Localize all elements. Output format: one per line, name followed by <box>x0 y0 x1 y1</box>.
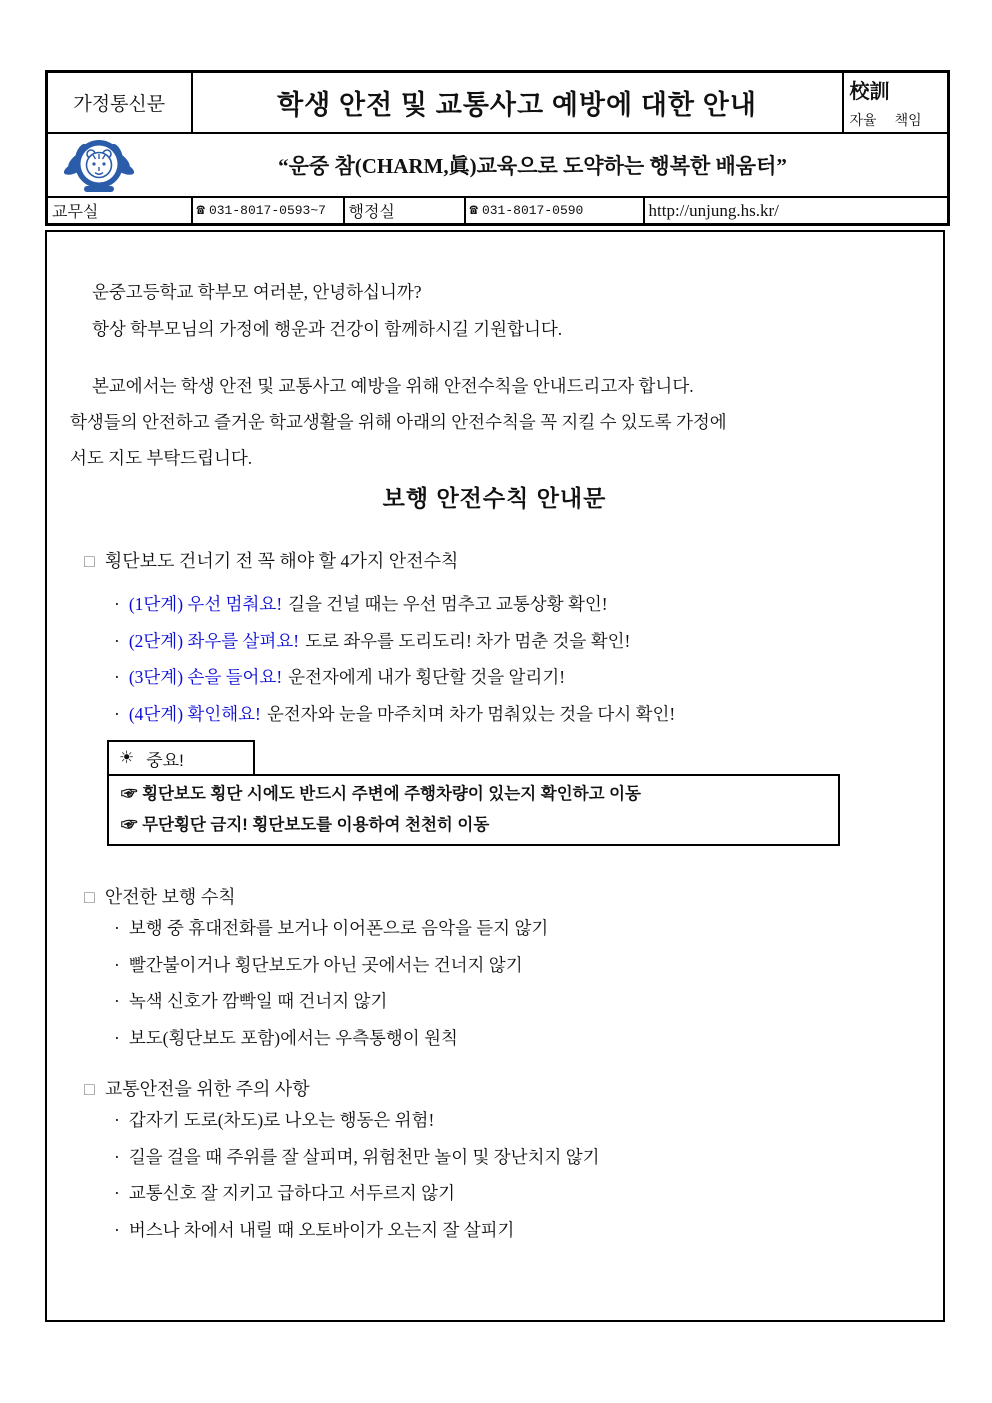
banner-cell <box>47 133 949 197</box>
walk-rule-2 <box>114 947 919 984</box>
caution-rule-2-text: 길을 걸을 때 주위를 잘 살피며, 위험천만 놀이 및 장난치지 않기 <box>128 1146 600 1167</box>
section2-heading <box>84 884 919 910</box>
bullet-icon: · <box>114 1146 120 1167</box>
important-tab <box>107 740 255 774</box>
checkbox-icon: □ <box>84 887 95 907</box>
motto-value-2: 책임 <box>894 114 922 129</box>
caution-rule-2 <box>114 1139 919 1176</box>
step2-highlight: (2단계) 좌우를 살펴요! <box>128 630 300 651</box>
bullet-icon: · <box>114 1110 120 1130</box>
bullet-icon: · <box>114 594 120 614</box>
office1-label: 교무실 <box>47 197 192 225</box>
office1-phone <box>192 197 344 225</box>
section2-items <box>70 910 919 1056</box>
step-item-1 <box>114 586 919 623</box>
bullet-icon: · <box>114 918 120 938</box>
important-line-1: ☞ 횡단보도 횡단 시에도 반드시 주변에 주행차량이 있는지 확인하고 이동 <box>121 785 641 803</box>
intro-line-2: 학생들의 안전하고 즐거운 학교생활을 위해 아래의 안전수칙을 꼭 지킬 수 있도록 가정에 <box>70 412 727 432</box>
caution-rule-3 <box>114 1175 919 1212</box>
step3-highlight: (3단계) 손을 들어요! <box>128 667 283 687</box>
intro-line-3: 서도 지도 부탁드립니다. <box>70 448 253 468</box>
bullet-icon: · <box>114 1027 120 1048</box>
caution-rule-4-text: 버스나 차에서 내릴 때 오토바이가 오는지 잘 살피기 <box>128 1219 515 1240</box>
bullet-icon: · <box>114 630 120 651</box>
section1-items <box>70 586 919 732</box>
step-item-2 <box>114 623 919 660</box>
school-motto-cell <box>843 72 949 134</box>
section3-heading-text: 교통안전을 위한 주의 사항 <box>104 1079 310 1099</box>
caution-rule-3-text: 교통신호 잘 지키고 급하다고 서두르지 않기 <box>128 1183 455 1203</box>
bullet-icon: · <box>114 1183 120 1203</box>
greeting-line-2: 항상 학부모님의 가정에 행운과 건강이 함께하시길 기원합니다. <box>92 319 563 339</box>
walk-rule-1-text: 보행 중 휴대전화를 보거나 이어폰으로 음악을 듣지 않기 <box>128 918 549 938</box>
caution-rule-1-text: 갑자기 도로(차도)로 나오는 행동은 위험! <box>128 1110 435 1130</box>
step-item-4 <box>114 696 919 733</box>
intro-line-1: 본교에서는 학생 안전 및 교통사고 예방을 위해 안전수칙을 안내드리고자 합니다. <box>92 376 694 396</box>
office2-label: 행정실 <box>344 197 465 225</box>
important-box <box>107 774 840 846</box>
phone-icon: ☎ <box>196 203 205 219</box>
page-title: 학생 안전 및 교통사고 예방에 대한 안내 <box>192 72 843 134</box>
important-tab-label: 중요! <box>146 750 184 770</box>
checkbox-icon: □ <box>84 1079 95 1099</box>
bullet-icon: · <box>114 991 120 1011</box>
section1-heading-text: 횡단보도 건너기 전 꼭 해야 할 4가지 안전수칙 <box>104 551 459 571</box>
office1-phone-number: 031-8017-0593~7 <box>208 203 326 218</box>
walk-rule-3 <box>114 983 919 1020</box>
phone-icon: ☎ <box>469 203 478 219</box>
office2-phone-number: 031-8017-0590 <box>481 203 584 218</box>
school-slogan: “운중 참(CHARM,眞)교육으로 도약하는 행복한 배움터” <box>278 154 787 178</box>
office2-phone <box>465 197 644 225</box>
step1-highlight: (1단계) 우선 멈춰요! <box>128 594 283 614</box>
step-item-3 <box>114 659 919 696</box>
section2-heading-text: 안전한 보행 수칙 <box>104 887 236 907</box>
important-line-2: ☞ 무단횡단 금지! 횡단보도를 이용하여 천천히 이동 <box>121 816 490 834</box>
section3-heading <box>84 1076 919 1102</box>
step2-desc: 도로 좌우를 도리도리! 차가 멈춘 것을 확인! <box>305 630 631 651</box>
walk-rule-4-text: 보도(횡단보도 포함)에서는 우측통행이 원칙 <box>128 1027 458 1048</box>
greeting-line-1: 운중고등학교 학부모 여러분, 안녕하십니까? <box>92 282 422 302</box>
section3-items <box>70 1102 919 1248</box>
step4-highlight: (4단계) 확인해요! <box>128 703 261 724</box>
motto-label: 校訓 <box>849 81 890 103</box>
letter-body-box <box>45 230 945 1322</box>
motto-value-1: 자율 <box>849 114 877 129</box>
step1-desc: 길을 건널 때는 우선 멈추고 교통상황 확인! <box>288 594 608 614</box>
sun-icon: ☀ <box>119 748 135 767</box>
notice-title: 보행 안전수칙 안내문 <box>382 485 607 511</box>
school-logo-icon <box>64 138 134 194</box>
checkbox-icon: □ <box>84 551 95 571</box>
step4-desc: 운전자와 눈을 마주치며 차가 멈춰있는 것을 다시 확인! <box>266 703 676 724</box>
doc-type-label: 가정통신문 <box>47 72 192 134</box>
caution-rule-4 <box>114 1212 919 1249</box>
walk-rule-2-text: 빨간불이거나 횡단보도가 아닌 곳에서는 건너지 않기 <box>128 954 523 975</box>
bullet-icon: · <box>114 954 120 975</box>
intro-paragraph <box>70 368 919 476</box>
bullet-icon: · <box>114 667 120 687</box>
header-table <box>45 70 950 226</box>
caution-rule-1 <box>114 1102 919 1139</box>
step3-desc: 운전자에게 내가 횡단할 것을 알리기! <box>288 667 566 687</box>
walk-rule-4 <box>114 1020 919 1057</box>
school-website: http://unjung.hs.kr/ <box>644 197 949 225</box>
section1-heading <box>84 548 919 574</box>
bullet-icon: · <box>114 703 120 724</box>
walk-rule-3-text: 녹색 신호가 깜빡일 때 건너지 않기 <box>128 991 388 1011</box>
bullet-icon: · <box>114 1219 120 1240</box>
walk-rule-1 <box>114 910 919 947</box>
